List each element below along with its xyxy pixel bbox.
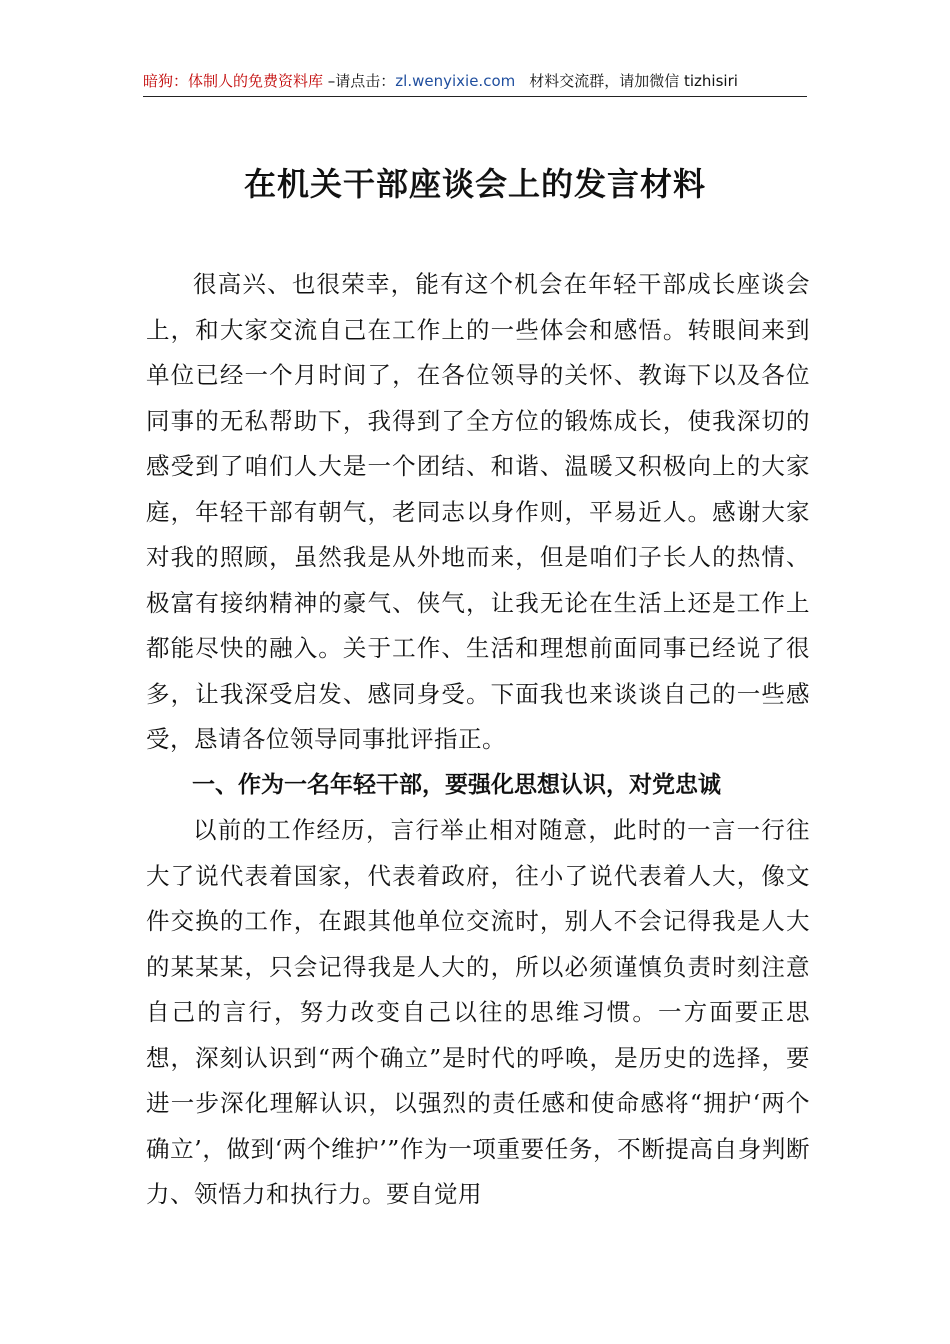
section-heading-1: 一、作为一名年轻干部，要强化思想认识，对党忠诚 bbox=[192, 771, 721, 798]
header-prompt-text: –请点击： bbox=[323, 72, 396, 90]
document-body bbox=[146, 262, 810, 1218]
header-group-text: 材料交流群，请加微信 tizhisiri bbox=[529, 72, 738, 90]
header-website-link[interactable]: zl.wenyixie.com bbox=[395, 72, 516, 90]
intro-paragraph: 很高兴、也很荣幸，能有这个机会在年轻干部成长座谈会上，和大家交流自己在工作上的一些体会和感悟。转眼间来到单位已经一个月时间了，在各位领导的关怀、教诲下以及各位同事的无私帮助下，我得到了全方位的锻炼成长，使我深切的感受到了咱们人大是一个团结、和谐、温暖又积极向上的大家庭，年轻干部有朝气，老同志以身作则，平易近人。感谢大家对我的照顾，虽然我是从外地而来，但是咱们子长人的热情、极富有接纳精神的豪气、侠气，让我无论在生活上还是工作上都能尽快的融入。关于工作、生活和理想前面同事已经说了很多，让我深受启发、感同身受。下面我也来谈谈自己的一些感受，恳请各位领导同事批评指正。 bbox=[146, 270, 810, 753]
page-header bbox=[143, 70, 807, 97]
header-brand-text[interactable]: 暗狗：体制人的免费资料库 bbox=[143, 72, 324, 90]
section-1-paragraph: 以前的工作经历，言行举止相对随意，此时的一言一行往大了说代表着国家，代表着政府，往小了说代表着人大，像文件交换的工作，在跟其他单位交流时，别人不会记得我是人大的某某某，只会记得我是人大的，所以必须谨慎负责时刻注意自己的言行，努力改变自己以往的思维习惯。一方面要正思想，深刻认识到“两个确立”是时代的呼唤，是历史的选择，要进一步深化理解认识，以强烈的责任感和使命感将“拥护‘两个确立’，做到‘两个维护’”作为一项重要任务，不断提高自身判断力、领悟力和执行力。要自觉用 bbox=[146, 816, 810, 1208]
document-title: 在机关干部座谈会上的发言材料 bbox=[243, 165, 706, 203]
